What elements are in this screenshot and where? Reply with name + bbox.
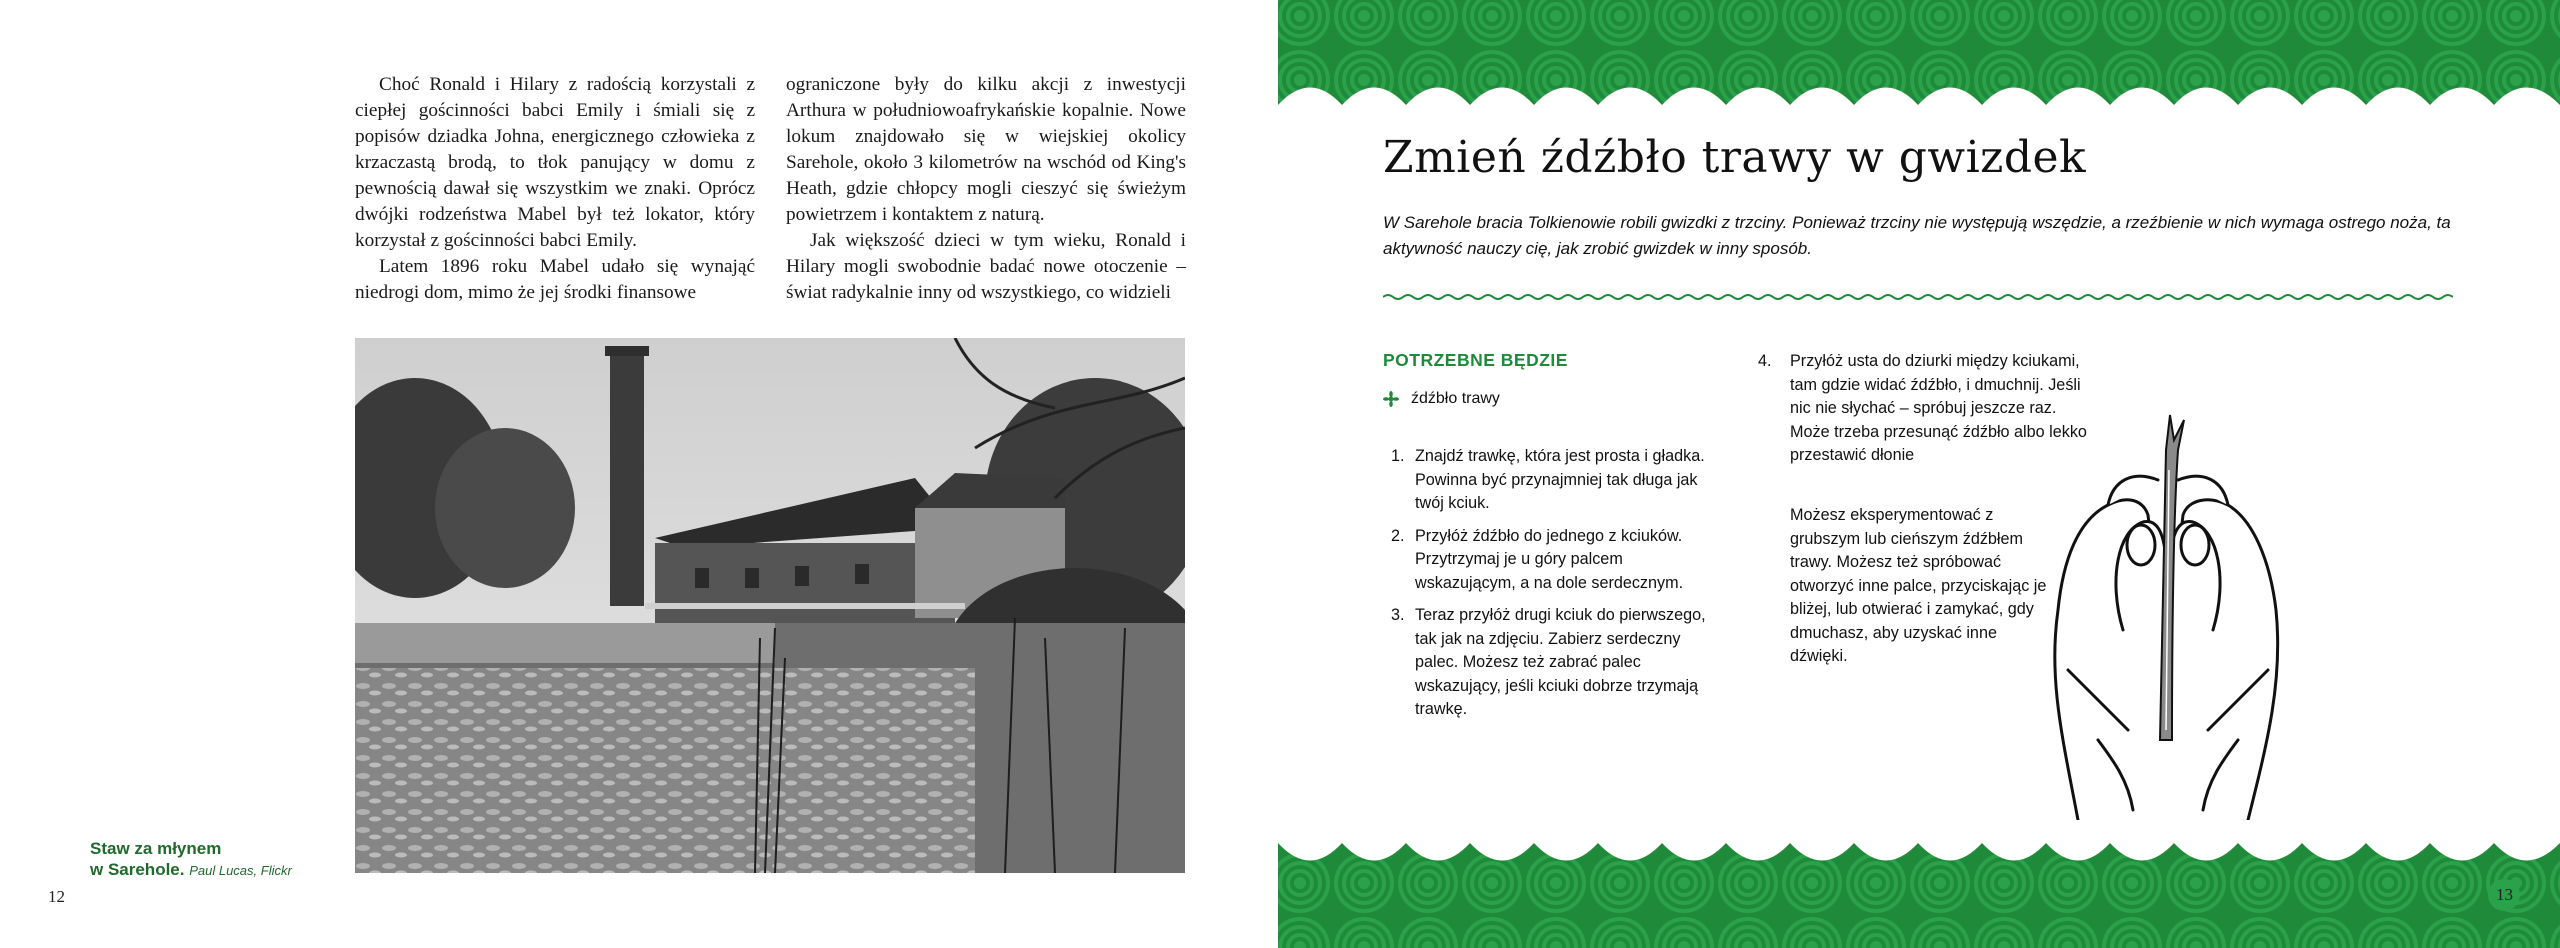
step-item — [1383, 604, 1723, 722]
spiral-border-top — [1278, 0, 2560, 105]
step-number: 4. — [1758, 352, 1772, 370]
paragraph: Choć Ronald i Hilary z radością korzystali z ciepłej gościnności babci Emily i śmiali się z popisów dziadka Johna, energicznego człowieka z krzaczastą brodą, to tłok panujący w domu z pewnością dawał się wszystkim we znaki. Oprócz dwójki rodzeństwa Mabel był też lokator, który korzystał z gościnności babci Emily. — [355, 74, 755, 251]
left-page — [0, 0, 1278, 948]
paragraph: ograniczone były do kilku akcji z inwestycji Arthura w południowoafrykańskie kopalnie. Nowe lokum znajdowało się w wiejskiej okolicy Sarehole, około 3 kilometrów na wschód od King's Heath, gdzie chłopcy mogli cieszyć się świeżym powietrzem i kontaktem z naturą. — [786, 74, 1186, 225]
text-column-2 — [786, 72, 1186, 306]
step-text: Znajdź trawkę, która jest prosta i gładka. Powinna być przynajmniej tak długa jak twój kciuk. — [1415, 447, 1705, 512]
step-number: 3. — [1391, 606, 1405, 624]
text-column-1 — [355, 72, 755, 306]
wavy-divider — [1383, 292, 2453, 302]
photo-credit: Paul Lucas, Flickr — [189, 863, 292, 878]
step-text: Przyłóż usta do dziurki między kciukami, tam gdzie widać źdźbło, i dmuchnij. Jeśli nic nie słychać – spróbuj jeszcze raz. Może trzeba przesunąć źdźbło albo lekko przestawić dłonie — [1790, 352, 2087, 464]
step-item — [1383, 525, 1723, 596]
page-number: 13 — [2496, 885, 2513, 904]
step-text: Teraz przyłóż drugi kciuk do pierwszego, tak jak na zdjęciu. Zabierz serdeczny palec. Możesz też zabrać palec wskazujący, jeśli kciuki dobrze trzymają trawkę. — [1415, 606, 1706, 718]
experiment-tip: Możesz eksperymentować z grubszym lub cieńszym źdźbłem trawy. Możesz też spróbować otworzyć inne palce, przyciskając je bliżej, lub otwierać i zamykać, gdy dmuchasz, aby uzyskać inne dźwięki. — [1790, 506, 2047, 665]
step-text: Przyłóż źdźbło do jednego z kciuków. Przytrzymaj je u góry palcem wskazującym, a na dole serdecznym. — [1415, 526, 1684, 592]
paragraph: Jak większość dzieci w tym wieku, Ronald i Hilary mogli swobodnie badać nowe otoczenie – świat radykalnie inny od wszystkiego, co widzieli — [786, 230, 1186, 303]
step-number: 1. — [1391, 447, 1405, 465]
photo-caption — [90, 838, 292, 881]
caption-title: Staw za młynem — [90, 839, 222, 858]
step-number: 2. — [1391, 526, 1405, 545]
needs-item — [1383, 390, 1500, 408]
caption-title-line2: w Sarehole. — [90, 860, 185, 879]
needs-item-label: źdźbło trawy — [1411, 390, 1500, 407]
activity-title: Zmień źdźbło trawy w gwizdek — [1383, 132, 2087, 183]
steps-list — [1383, 445, 1723, 731]
activity-intro: W Sarehole bracia Tolkienowie robili gwizdki z trzciny. Ponieważ trzciny nie występują wszędzie, a rzeźbienie w nich wymaga ostrego noża, ta aktywność nauczy cię, jak zrobić gwizdek w inny sposób. — [1383, 213, 2451, 258]
hands-holding-grass-illustration — [2038, 410, 2298, 820]
spiral-border-bottom — [1278, 843, 2560, 948]
page-number: 12 — [48, 887, 65, 906]
leaf-bullet-icon — [1383, 391, 1399, 407]
step-item — [1383, 445, 1723, 516]
right-page — [1278, 0, 2560, 948]
mill-pond-photo — [355, 338, 1185, 873]
needs-heading: POTRZEBNE BĘDZIE — [1383, 350, 1568, 370]
paragraph: Latem 1896 roku Mabel udało się wynająć niedrogi dom, mimo że jej środki finansowe — [355, 256, 755, 303]
